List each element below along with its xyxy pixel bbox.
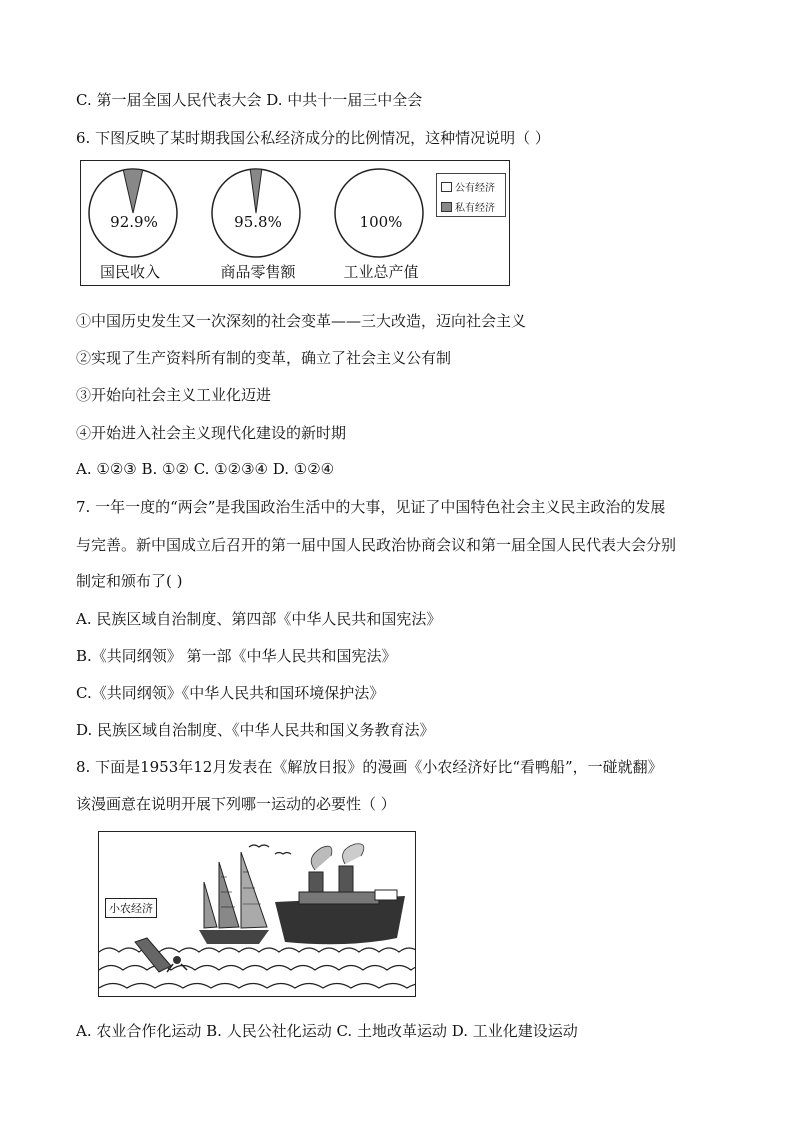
- option-3: ③开始向社会主义工业化迈进: [76, 386, 272, 404]
- legend-swatch-public: [441, 182, 452, 192]
- legend-label-public: 公有经济: [455, 183, 495, 194]
- pie-name-1: 国民收入: [99, 263, 160, 281]
- question6-stem: 6. 下图反映了某时期我国公私经济成分的比例情况，这种情况说明（ ）: [76, 129, 550, 147]
- question7-stem-line3: 制定和颁布了( ): [76, 572, 183, 590]
- question8-stem-line2: 该漫画意在说明开展下列哪一运动的必要性（ ）: [76, 795, 396, 813]
- cartoon-image: [98, 831, 416, 997]
- pie-value-label-3: 100%: [359, 213, 403, 231]
- option-1: ①中国历史发生又一次深刻的社会变革——三大改造，迈向社会主义: [76, 312, 527, 330]
- pie-name-3: 工业总产值: [343, 263, 419, 281]
- pie-value-label-2: 95.8%: [234, 213, 282, 231]
- question5-options-cd: C. 第一届全国人民代表大会 D. 中共十一届三中全会: [76, 91, 423, 109]
- question7-option-d: D. 民族区域自治制度、《中华人民共和国义务教育法》: [76, 721, 435, 739]
- question7-option-b: B.《共同纲领》 第一部《中华人民共和国宪法》: [76, 647, 397, 665]
- legend-item-private: [441, 199, 495, 214]
- question7-stem-line1: 7. 一年一度的“两会”是我国政治生活中的大事，见证了中国特色社会主义民主政治的发展: [76, 498, 666, 516]
- pie-chart-figure: [80, 160, 510, 286]
- question7-option-a: A. 民族区域自治制度、第四部《中华人民共和国宪法》: [76, 610, 442, 628]
- chart-legend: [436, 173, 506, 217]
- question8-stem-line1: 8. 下面是1953年12月发表在《解放日报》的漫画《小农经济好比“看鸭船”，一碰就翻》: [76, 758, 663, 776]
- question7-stem-line2: 与完善。新中国成立后召开的第一届中国人民政治协商会议和第一届全国人民代表大会分别: [76, 536, 677, 554]
- cartoon-caption-tag: 小农经济: [105, 898, 157, 918]
- question7-option-c: C.《共同纲领》《中华人民共和国环境保护法》: [76, 684, 385, 702]
- option-4: ④开始进入社会主义现代化建设的新时期: [76, 424, 347, 442]
- question6-answers: A. ①②③ B. ①② C. ①②③④ D. ①②④: [76, 460, 335, 478]
- option-2: ②实现了生产资料所有制的变革，确立了社会主义公有制: [76, 349, 452, 367]
- legend-label-private: 私有经济: [455, 203, 495, 214]
- question8-answers: A. 农业合作化运动 B. 人民公社化运动 C. 土地改革运动 D. 工业化建设运动: [76, 1022, 578, 1040]
- pie-value-label-1: 92.9%: [110, 213, 158, 231]
- pie-name-2: 商品零售额: [220, 263, 296, 281]
- legend-swatch-private: [441, 202, 452, 212]
- legend-item-public: [441, 179, 495, 194]
